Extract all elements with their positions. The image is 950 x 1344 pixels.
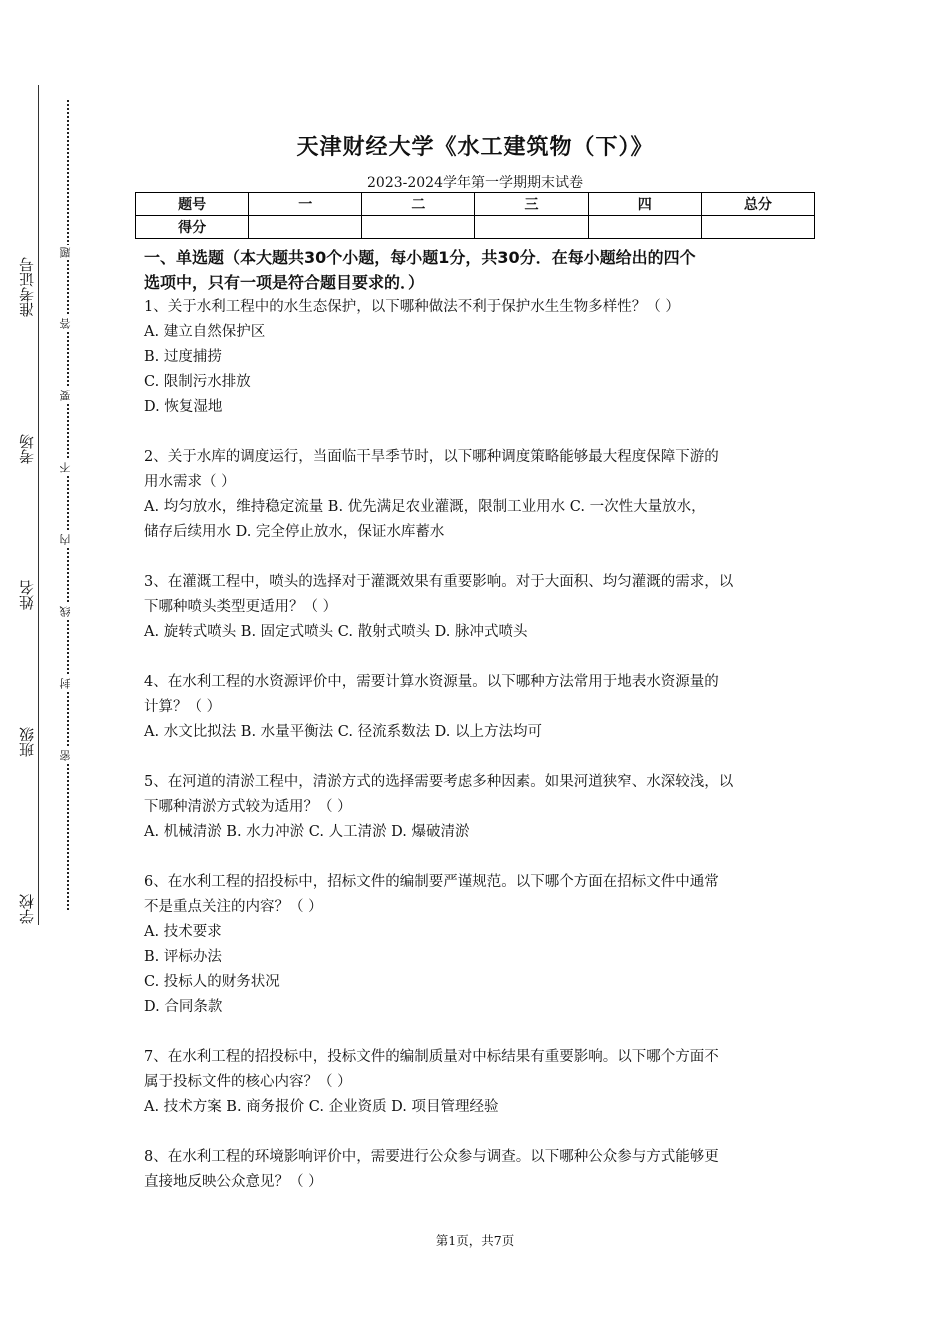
field-class: 班级 (18, 727, 36, 757)
section-heading-line: 选项中，只有一项是符合题目要求的．） (144, 273, 425, 292)
spacer (144, 1120, 816, 1145)
score-header-cell: 三 (475, 193, 588, 216)
seal-char: 要 (59, 390, 72, 401)
spacer (144, 645, 816, 670)
score-value-row (136, 216, 815, 239)
question-stem: 2、关于水库的调度运行，当面临干旱季节时，以下哪种调度策略能够最大程度保障下游的 (144, 449, 719, 465)
question-stem: 1、关于水利工程中的水生态保护，以下哪种做法不利于保护水生生物多样性？（ ） (144, 299, 680, 315)
question-stem: 下哪种清淤方式较为适用？（ ） (144, 799, 352, 815)
seal-char: 线 (59, 606, 72, 617)
section-heading-line: 一、单选题（本大题共30个小题，每小题1分，共30分．在每小题给出的四个 (144, 248, 696, 267)
exam-subtitle: 2023-2024学年第一学期期末试卷 (367, 175, 583, 191)
page-footer: 第1页，共7页 (435, 1233, 515, 1248)
field-exam-room: 考场 (18, 434, 36, 464)
question-8 (144, 1145, 816, 1195)
option-c: C. 限制污水排放 (144, 374, 251, 390)
question-stem: 4、在水利工程的水资源评价中，需要计算水资源量。以下哪种方法常用于地表水资源量的 (144, 674, 719, 690)
score-row-label: 得分 (136, 216, 249, 239)
binding-margin (0, 0, 110, 1344)
exam-content (144, 245, 816, 1195)
question-6 (144, 870, 816, 1020)
option-d: D. 恢复湿地 (144, 399, 223, 415)
spacer (144, 745, 816, 770)
score-cell[interactable] (588, 216, 701, 239)
question-7 (144, 1045, 816, 1120)
score-cell[interactable] (475, 216, 588, 239)
score-header-cell: 四 (588, 193, 701, 216)
question-stem: 属于投标文件的核心内容？（ ） (144, 1074, 352, 1090)
option-a: A. 建立自然保护区 (144, 324, 266, 340)
question-4 (144, 670, 816, 745)
seal-char: 不 (59, 462, 72, 473)
option-b: B. 评标办法 (144, 949, 222, 965)
options-line: A. 旋转式喷头 B. 固定式喷头 C. 散射式喷头 D. 脉冲式喷头 (144, 624, 528, 640)
option-d: D. 合同条款 (144, 999, 223, 1015)
spacer (144, 1020, 816, 1045)
option-c: C. 投标人的财务状况 (144, 974, 280, 990)
question-stem: 不是重点关注的内容？（ ） (144, 899, 323, 915)
seal-char: 题 (59, 247, 72, 258)
score-header-cell: 二 (362, 193, 475, 216)
options-line: 储存后续用水 D. 完全停止放水，保证水库蓄水 (144, 524, 445, 540)
options-line: A. 机械清淤 B. 水力冲淤 C. 人工清淤 D. 爆破清淤 (144, 824, 470, 840)
question-stem: 下哪种喷头类型更适用？（ ） (144, 599, 338, 615)
question-5 (144, 770, 816, 845)
question-stem: 7、在水利工程的招投标中，投标文件的编制质量对中标结果有重要影响。以下哪个方面不 (144, 1049, 719, 1065)
options-line: A. 水文比拟法 B. 水量平衡法 C. 径流系数法 D. 以上方法均可 (144, 724, 543, 740)
section-heading (144, 245, 816, 295)
score-header-row (136, 193, 815, 216)
score-header-cell: 一 (249, 193, 362, 216)
question-stem: 计算？（ ） (144, 699, 222, 715)
spacer (144, 845, 816, 870)
option-b: B. 过度捕捞 (144, 349, 222, 365)
spacer (144, 545, 816, 570)
question-2 (144, 445, 816, 545)
seal-char: 封 (59, 678, 72, 689)
score-cell[interactable] (249, 216, 362, 239)
score-header-cell: 总分 (701, 193, 814, 216)
question-3 (144, 570, 816, 645)
question-stem: 3、在灌溉工程中，喷头的选择对于灌溉效果有重要影响。对于大面积、均匀灌溉的需求，以 (144, 574, 734, 590)
options-line: A. 技术方案 B. 商务报价 C. 企业资质 D. 项目管理经验 (144, 1099, 499, 1115)
option-a: A. 技术要求 (144, 924, 222, 940)
question-1 (144, 295, 816, 420)
seal-char: 内 (59, 534, 72, 545)
question-stem: 6、在水利工程的招投标中，招标文件的编制要严谨规范。以下哪个方面在招标文件中通常 (144, 874, 719, 890)
question-stem: 用水需求（ ） (144, 474, 236, 490)
binding-line (38, 85, 39, 925)
question-stem: 8、在水利工程的环境影响评价中，需要进行公众参与调查。以下哪种公众参与方式能够更 (144, 1149, 719, 1165)
score-cell[interactable] (362, 216, 475, 239)
score-header-cell: 题号 (136, 193, 249, 216)
spacer (144, 420, 816, 445)
seal-char: 密 (59, 750, 72, 761)
score-table (135, 192, 815, 239)
options-line: A. 均匀放水，维持稳定流量 B. 优先满足农业灌溉，限制工业用水 C. 一次性大量放水， (144, 499, 706, 515)
question-stem: 直接地反映公众意见？（ ） (144, 1174, 323, 1190)
exam-title: 天津财经大学《水工建筑物（下）》 (296, 135, 654, 160)
field-exam-id: 准考证号 (18, 257, 36, 317)
score-cell[interactable] (701, 216, 814, 239)
seal-dotted-line (67, 100, 69, 910)
field-school: 学校 (18, 894, 36, 924)
seal-char: 答 (59, 318, 72, 329)
question-stem: 5、在河道的清淤工程中，清淤方式的选择需要考虑多种因素。如果河道狭窄、水深较浅，以 (144, 774, 734, 790)
field-name: 姓名 (18, 580, 36, 610)
